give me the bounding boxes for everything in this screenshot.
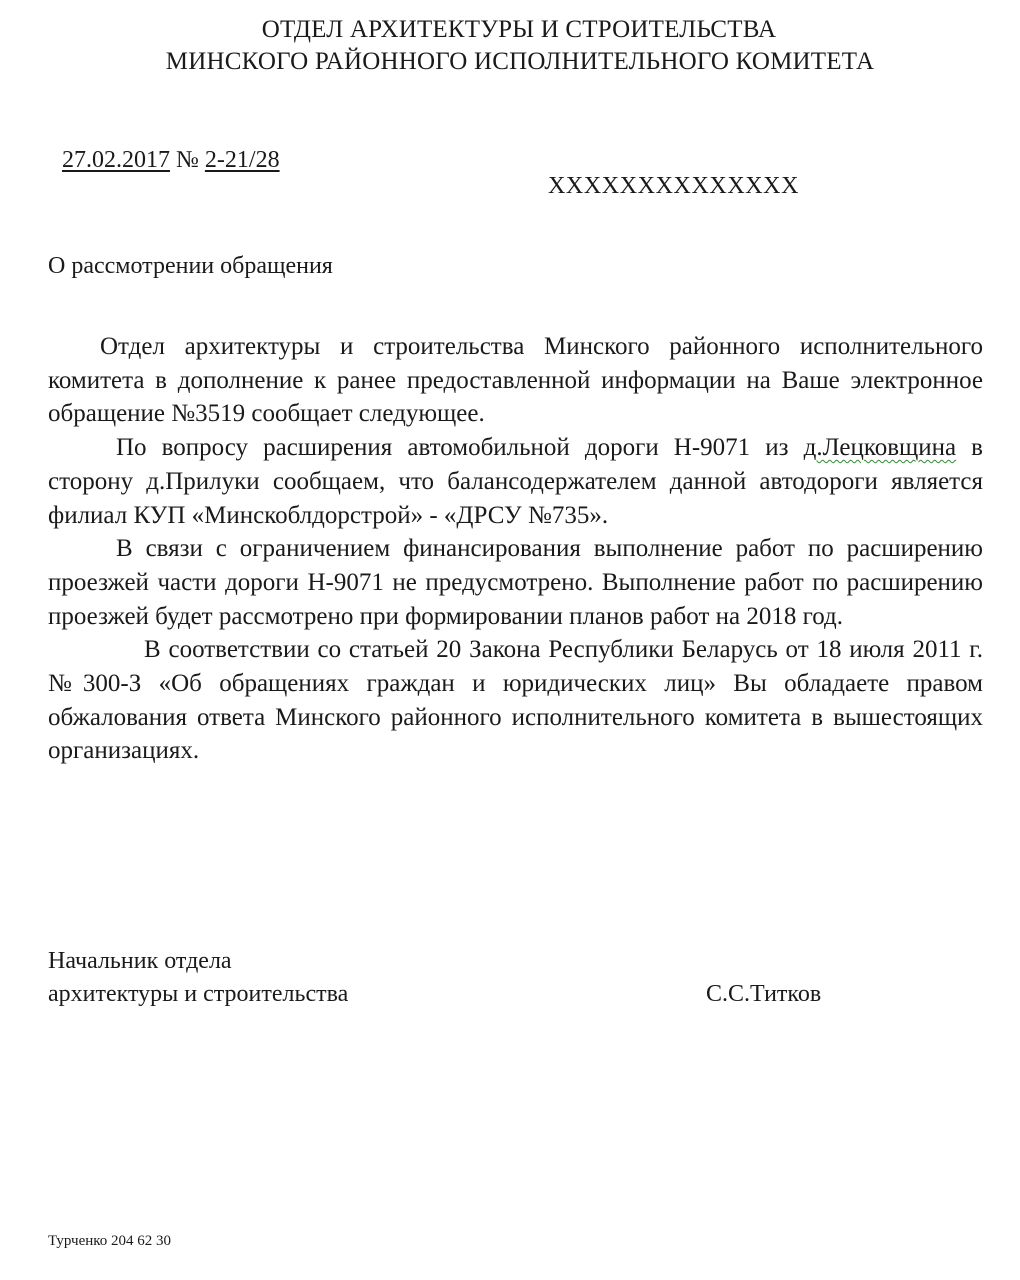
paragraph-2-start: По вопросу расширения автомобильной дороги Н-9071 из [116, 434, 804, 462]
executor-note: Турченко 204 62 30 [48, 1233, 172, 1249]
subject-line: О рассмотрении обращения [48, 253, 333, 279]
paragraph-2 [48, 431, 983, 532]
signatory-title-line-2: архитектуры и строительства [48, 981, 349, 1007]
paragraph-4: В соответствии со статьей 20 Закона Республики Беларусь от 18 июля 2011 г. №300-З «Об обращениях граждан и юридических лиц» Вы обладаете правом обжалования ответа Минского районного исполнительного комитета в вышестоящих организациях. [48, 636, 983, 765]
paragraph-3: В связи с ограничением финансирования выполнение работ по расширению проезжей части дороги Н-9071 не предусмотрено. Выполнение работ по расширению проезжей будет рассмотрено при формировании планов работ на 2018 год. [48, 535, 983, 630]
signature-block [48, 945, 983, 1011]
letterhead [0, 14, 1020, 78]
letterhead-line-1: ОТДЕЛ АРХИТЕКТУРЫ И СТРОИТЕЛЬСТВА [261, 16, 777, 43]
recipient: ХХХХХХХХХХХХХХ [548, 173, 800, 199]
paragraph-2-end: в сторону д.Прилуки сообщаем, что балансодержателем данной автодороги является филиал КУП «Минскоблдорстрой» - «ДРСУ №735». [48, 434, 983, 529]
number-sign: № [170, 147, 205, 173]
letter-body [48, 330, 983, 768]
signatory-title-row [48, 978, 983, 1011]
document-date: 27.02.2017 [62, 147, 170, 173]
letterhead-line-2: МИНСКОГО РАЙОННОГО ИСПОЛНИТЕЛЬНОГО КОМИТЕТА [165, 48, 875, 75]
paragraph-1: Отдел архитектуры и строительства Минского районного исполнительного комитета в дополнение к ранее предоставленной информации на Ваше электронное обращение №3519 сообщает следующее. [48, 333, 983, 428]
document-number: 2-21/28 [204, 147, 280, 173]
reference-line [62, 147, 280, 174]
signatory-name: С.С.Титков [706, 981, 822, 1007]
spellcheck-flagged-word: д.Лецковщина [803, 434, 957, 462]
signatory-title-line-1: Начальник отдела [48, 948, 232, 974]
